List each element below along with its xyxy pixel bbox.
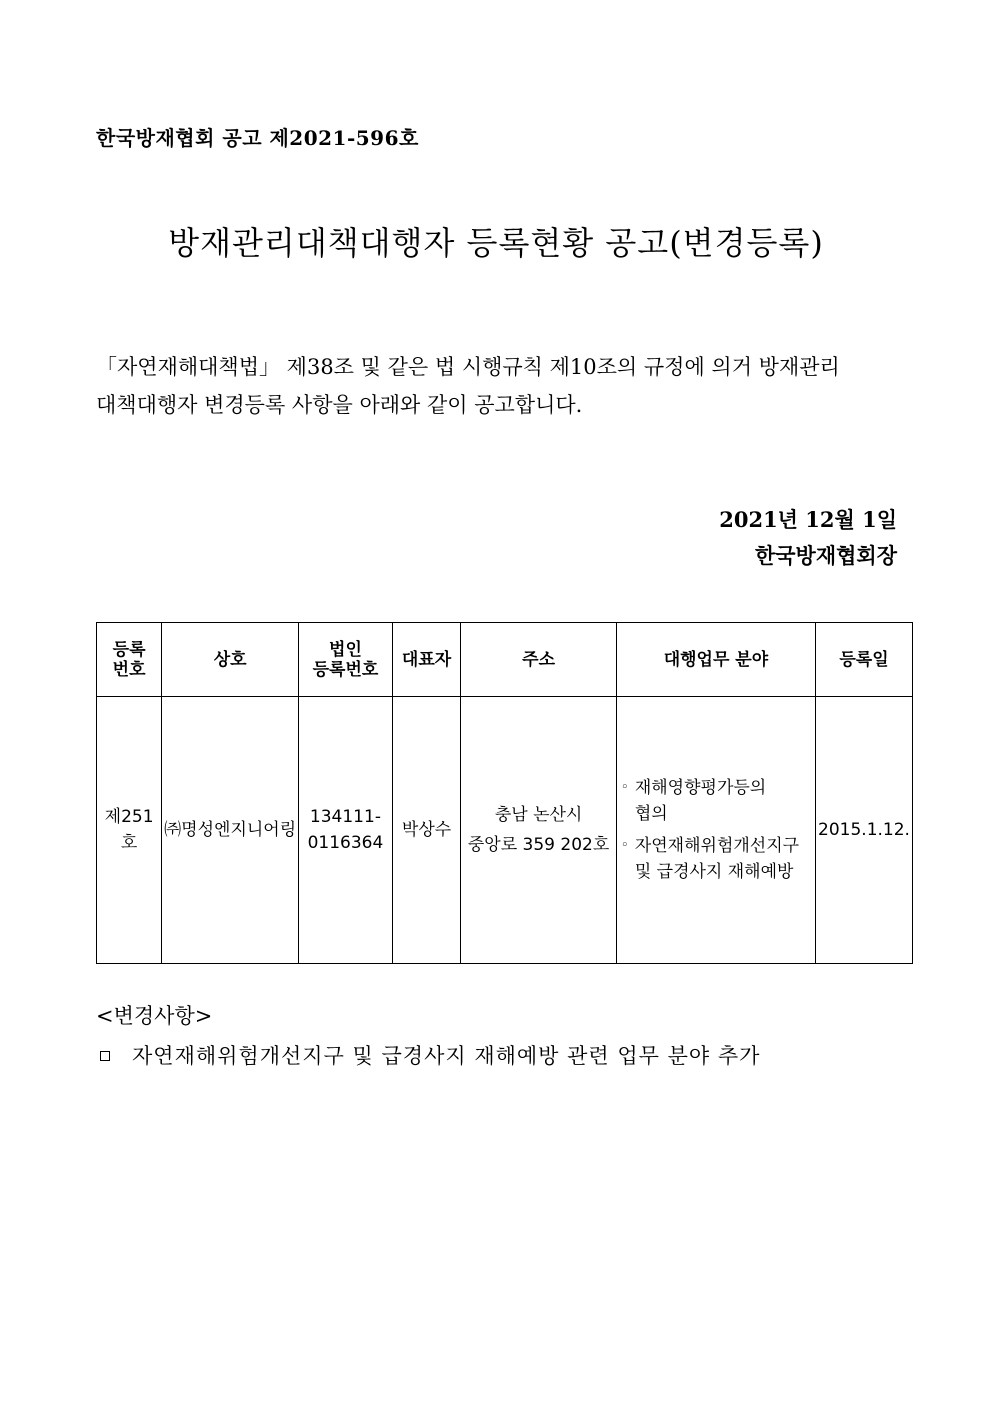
cell-corp-no xyxy=(299,697,393,964)
header-reg-no xyxy=(97,623,162,697)
square-bullet-icon xyxy=(100,1051,110,1061)
small-circle-bullet-icon: ◦ xyxy=(620,838,629,853)
header-corp-no xyxy=(299,623,393,697)
issuer: 한국방재협회장 xyxy=(754,543,897,568)
cell-representative: 박상수 xyxy=(392,697,461,964)
change-item xyxy=(100,1040,760,1070)
cell-address xyxy=(461,697,616,964)
header-reg-no-text: 등록 번호 xyxy=(112,639,146,680)
notice-date: 2021년 12월 1일 xyxy=(719,507,897,532)
cell-corp-no-text: 134111- 0116364 xyxy=(307,807,384,853)
header-fields: 대행업무 분야 xyxy=(616,623,815,697)
changes-heading: <변경사항> xyxy=(96,1004,213,1028)
change-item-text: 자연재해위험개선지구 및 급경사지 재해예방 관련 업무 분야 추가 xyxy=(132,1044,761,1068)
cell-reg-date: 2015.1.12. xyxy=(816,697,913,964)
header-representative: 대표자 xyxy=(392,623,461,697)
table-row xyxy=(97,697,913,964)
header-reg-date: 등록일 xyxy=(816,623,913,697)
cell-fields xyxy=(616,697,815,964)
document-title: 방재관리대책대행자 등록현황 공고(변경등록) xyxy=(168,224,824,262)
body-line-1: 「자연재해대책법」 제38조 및 같은 법 시행규칙 제10조의 규정에 의거 방재관리 xyxy=(96,355,840,379)
cell-address-text: 충남 논산시 중앙로 359 202호 xyxy=(467,805,610,855)
header-corp-no-text: 법인 등록번호 xyxy=(312,639,379,680)
notice-number: 한국방재협회 공고 제2021-596호 xyxy=(96,126,419,150)
date-block xyxy=(719,502,897,574)
header-company: 상호 xyxy=(162,623,299,697)
registration-table xyxy=(96,622,913,964)
table-header-row xyxy=(97,623,913,697)
field-item-text: 재해영향평가등의 협의 xyxy=(634,778,767,824)
body-paragraph xyxy=(96,348,902,424)
header-address: 주소 xyxy=(461,623,616,697)
field-item-text: 자연재해위험개선지구 및 급경사지 재해예방 xyxy=(634,836,800,882)
body-line-2: 대책대행자 변경등록 사항을 아래와 같이 공고합니다. xyxy=(96,393,583,417)
field-item xyxy=(621,833,813,885)
cell-reg-no: 제251호 xyxy=(97,697,162,964)
small-circle-bullet-icon: ◦ xyxy=(620,780,629,795)
cell-company: ㈜명성엔지니어링 xyxy=(162,697,299,964)
field-item xyxy=(621,775,813,827)
